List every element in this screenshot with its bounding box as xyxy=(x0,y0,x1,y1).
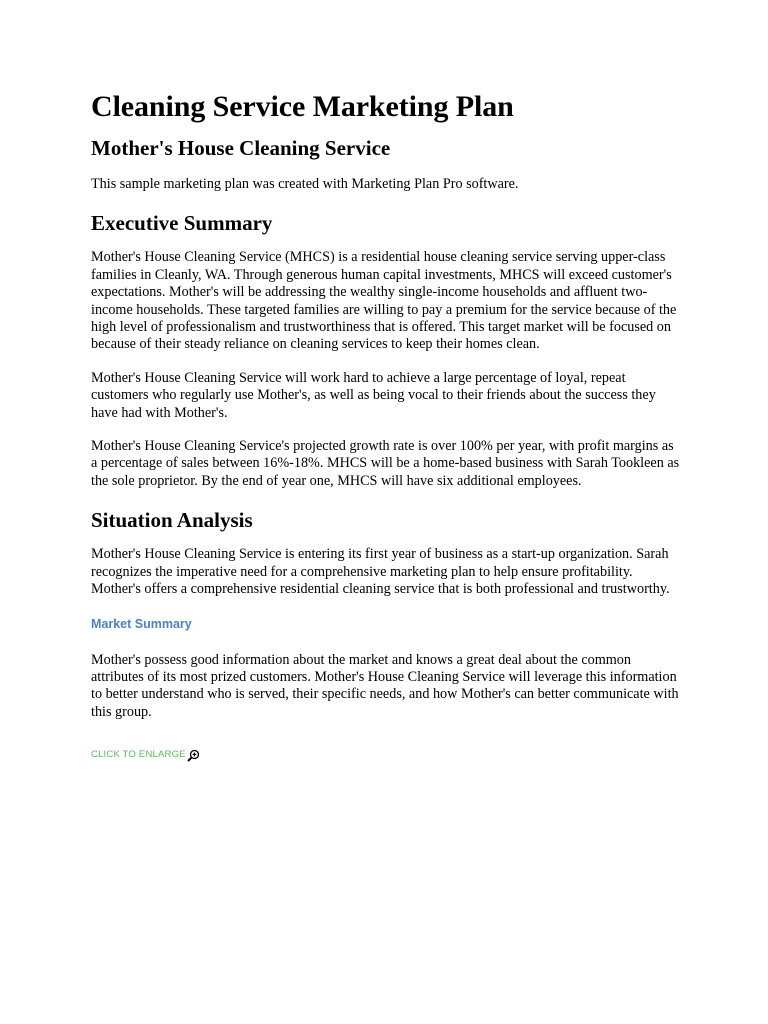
market-summary-heading: Market Summary xyxy=(91,616,192,631)
intro-paragraph: This sample marketing plan was created with Marketing Plan Pro software. xyxy=(91,176,519,192)
executive-summary-paragraph-1: Mother's House Cleaning Service (MHCS) is a residential house cleaning service serving upper-class families in Cleanly, WA. Through generous human capital investments, MHCS will exceed customer's expectations. Mother's will be addressing the wealthy single-income households and affluent two-income households. These targeted families are willing to pay a premium for the service because of the high level of professionalism and trustworthiness that is offered. This target market will be focused on because of their steady reliance on cleaning services to keep their homes clean. xyxy=(91,249,677,353)
document-page xyxy=(91,88,681,762)
document-subtitle: Mother's House Cleaning Service xyxy=(91,136,391,160)
executive-summary-paragraph-2: Mother's House Cleaning Service will work hard to achieve a large percentage of loyal, repeat customers who regularly use Mother's, as well as being vocal to their friends about the success they have had with Mother's. xyxy=(91,369,656,421)
executive-summary-paragraph-3: Mother's House Cleaning Service's projected growth rate is over 100% per year, with profit margins as a percentage of sales between 16%-18%. MHCS will be a home-based business with Sarah Tookleen as the sole proprietor. By the end of year one, MHCS will have six additional employees. xyxy=(91,438,680,489)
magnifier-plus-icon xyxy=(187,749,200,762)
executive-summary-heading: Executive Summary xyxy=(91,211,273,236)
situation-analysis-paragraph: Mother's House Cleaning Service is entering its first year of business as a start-up organization. Sarah recognizes the imperative need for a comprehensive marketing plan to help ensure profitability. Mother's offers a comprehensive residential cleaning service that is both professional and trustworthy. xyxy=(91,546,670,598)
market-summary-paragraph: Mother's possess good information about the market and knows a great deal about the common attributes of its most prized customers. Mother's House Cleaning Service will leverage this information to better understand who is served, their specific needs, and how Mother's can better communicate with this group. xyxy=(91,651,679,720)
situation-analysis-heading: Situation Analysis xyxy=(91,508,253,533)
click-to-enlarge-link[interactable] xyxy=(91,747,200,762)
click-to-enlarge-label: CLICK TO ENLARGE xyxy=(91,749,186,761)
document-title: Cleaning Service Marketing Plan xyxy=(91,90,514,123)
